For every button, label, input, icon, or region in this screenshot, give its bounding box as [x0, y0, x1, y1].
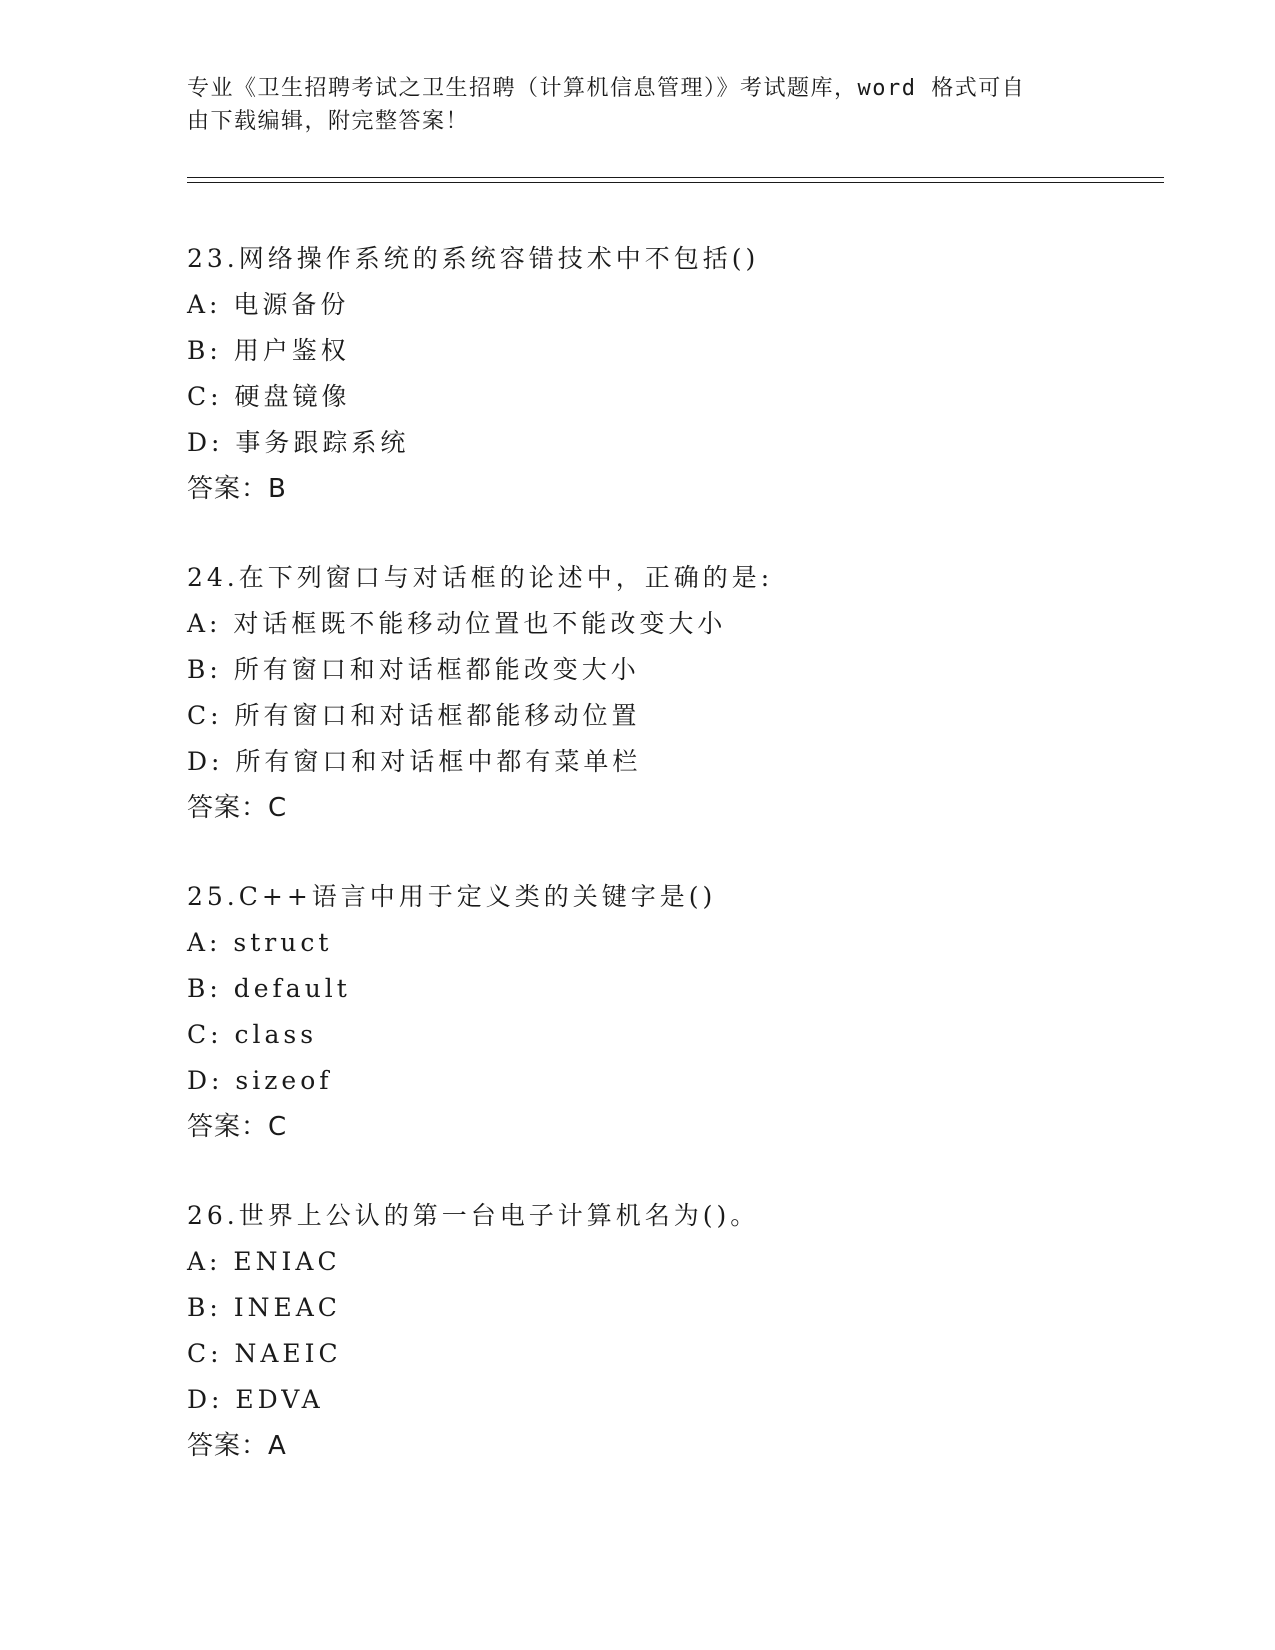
answer-line: 答案：A — [187, 1431, 287, 1461]
option-d: D: EDVA — [187, 1385, 324, 1414]
option-b: B: 所有窗口和对话框都能改变大小 — [187, 655, 640, 684]
answer-line: 答案：C — [187, 793, 288, 823]
question-24 — [187, 555, 1167, 874]
option-a: A: struct — [187, 928, 333, 957]
option-c: C: NAEIC — [187, 1339, 342, 1368]
option-a: A: 电源备份 — [187, 290, 350, 319]
question-23 — [187, 236, 1167, 555]
header-divider-top — [187, 177, 1164, 178]
document-header — [187, 72, 1067, 138]
answer-line: 答案：B — [187, 474, 287, 504]
option-c: C: class — [187, 1020, 318, 1049]
answer-line: 答案：C — [187, 1112, 288, 1142]
header-line-2: 由下载编辑，附完整答案！ — [187, 109, 470, 134]
header-line-1: 专业《卫生招聘考试之卫生招聘（计算机信息管理）》考试题库，word 格式可自 — [187, 76, 1026, 101]
question-stem: 24.在下列窗口与对话框的论述中，正确的是: — [187, 563, 774, 592]
option-b: B: INEAC — [187, 1293, 341, 1322]
option-a: A: 对话框既不能移动位置也不能改变大小 — [187, 609, 727, 638]
question-26 — [187, 1193, 1167, 1512]
option-b: B: default — [187, 974, 351, 1003]
option-d: D: 事务跟踪系统 — [187, 428, 410, 457]
question-25 — [187, 874, 1167, 1193]
question-stem: 26.世界上公认的第一台电子计算机名为()。 — [187, 1201, 760, 1230]
question-stem: 23.网络操作系统的系统容错技术中不包括() — [187, 244, 760, 273]
option-a: A: ENIAC — [187, 1247, 341, 1276]
option-c: C: 硬盘镜像 — [187, 382, 351, 411]
header-divider-bottom — [187, 182, 1164, 183]
option-c: C: 所有窗口和对话框都能移动位置 — [187, 701, 641, 730]
option-b: B: 用户鉴权 — [187, 336, 350, 365]
question-stem: 25.C++语言中用于定义类的关键字是() — [187, 882, 717, 911]
option-d: D: 所有窗口和对话框中都有菜单栏 — [187, 747, 642, 776]
question-list — [187, 236, 1167, 1512]
option-d: D: sizeof — [187, 1066, 333, 1095]
